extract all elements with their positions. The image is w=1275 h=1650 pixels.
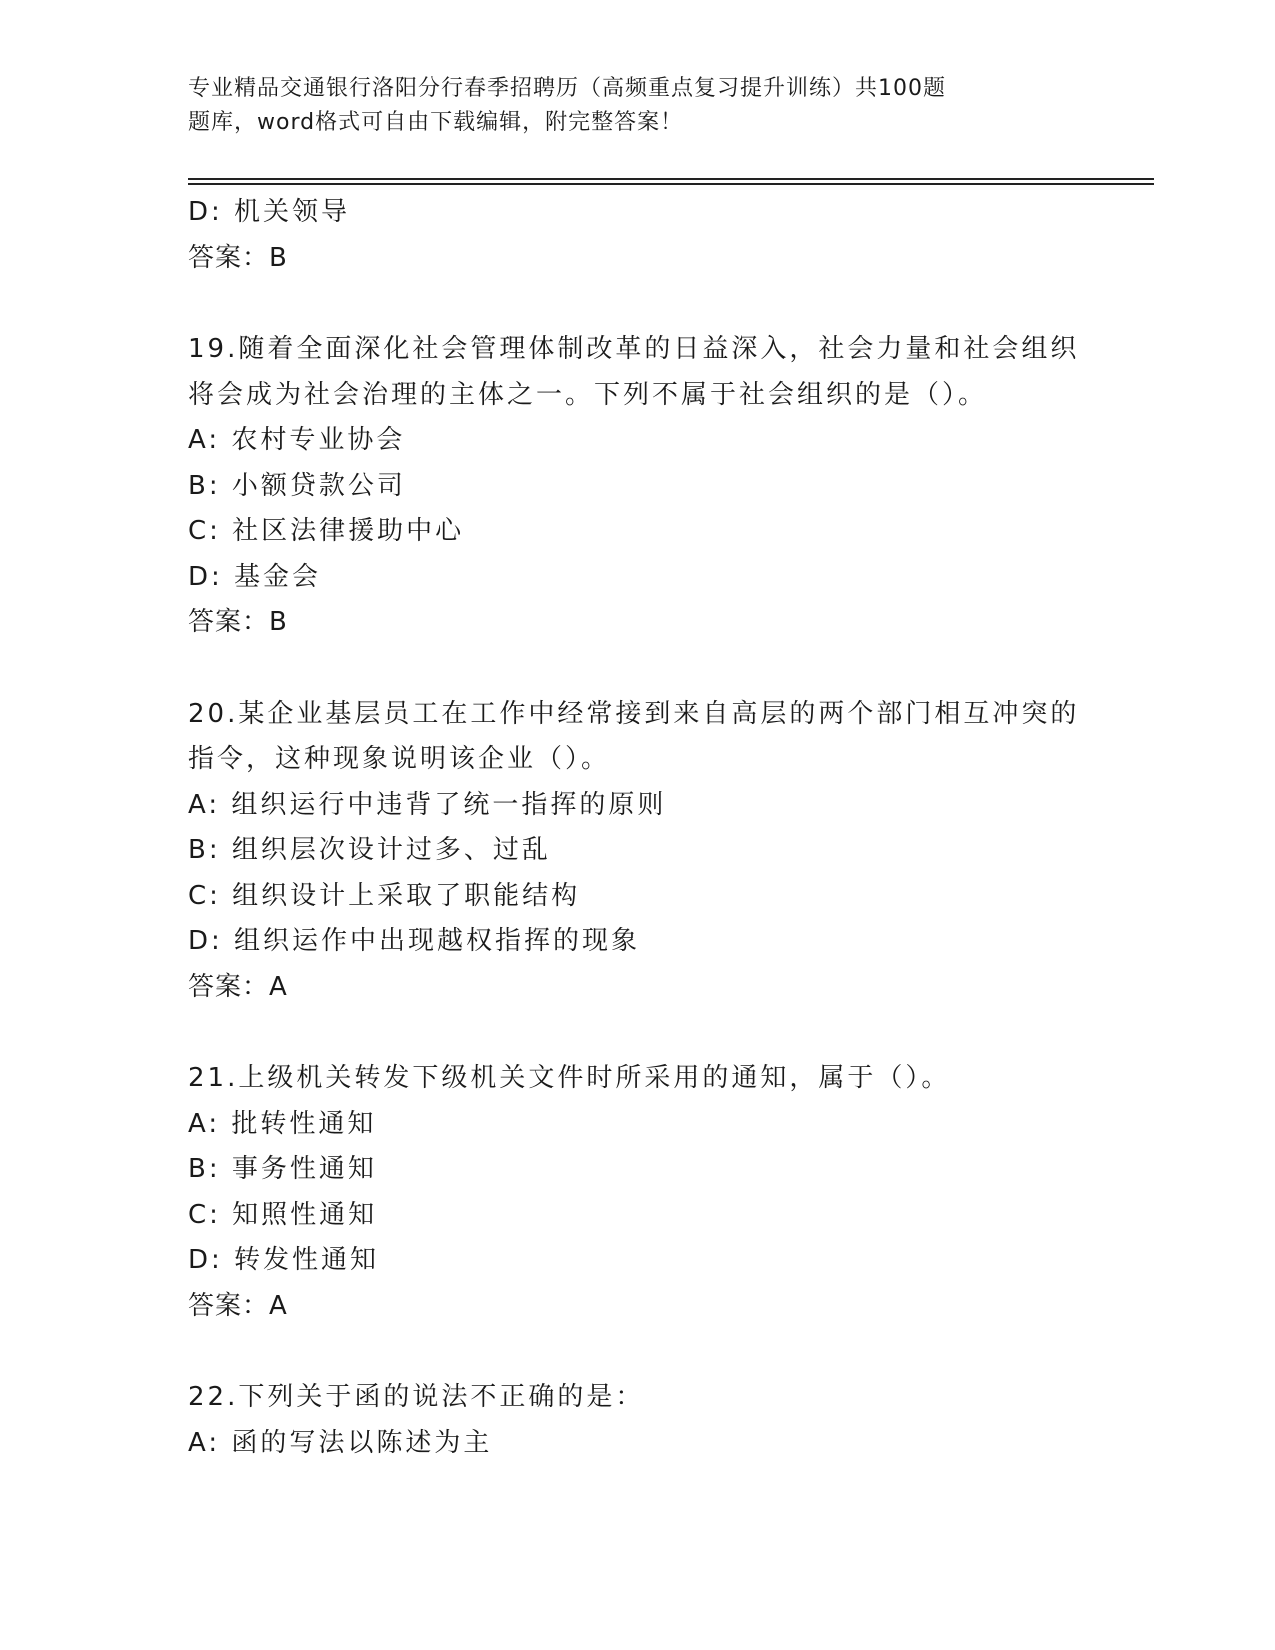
question-stem: 22.下列关于函的说法不正确的是： (188, 1382, 645, 1412)
option-b: B: 组织层次设计过多、过乱 (188, 835, 551, 865)
question-22 (188, 1375, 1088, 1466)
option-d: D: 机关领导 (188, 197, 351, 227)
question-stem: 指令，这种现象说明该企业（）。 (188, 744, 611, 774)
question-list (188, 190, 1088, 1466)
spacer (188, 1329, 1088, 1375)
option-a: A: 组织运行中违背了统一指挥的原则 (188, 789, 667, 820)
option-b: B: 事务性通知 (188, 1154, 377, 1184)
option-c: C: 组织设计上采取了职能结构 (188, 880, 581, 911)
spacer (188, 1010, 1088, 1056)
option-d: D: 基金会 (188, 561, 322, 592)
option-a: A: 函的写法以陈述为主 (188, 1427, 493, 1458)
question-stem: 20.某企业基层员工在工作中经常接到来自高层的两个部门相互冲突的 (188, 698, 1080, 729)
answer: 答案：A (188, 1290, 288, 1321)
question-stem: 21.上级机关转发下级机关文件时所采用的通知，属于（）。 (188, 1063, 951, 1093)
question-20 (188, 692, 1088, 1011)
header-divider-bottom (188, 183, 1154, 185)
option-b: B: 小额贷款公司 (188, 470, 406, 501)
option-c: C: 知照性通知 (188, 1199, 378, 1230)
option-a: A: 批转性通知 (188, 1108, 377, 1139)
answer: 答案：B (188, 242, 288, 273)
header-title-line-2: 题库，word格式可自由下载编辑，附完整答案！ (188, 110, 684, 135)
question-stem: 将会成为社会治理的主体之一。下列不属于社会组织的是（）。 (188, 379, 988, 410)
spacer (188, 646, 1088, 692)
question-21 (188, 1056, 1088, 1329)
question-stem: 19.随着全面深化社会管理体制改革的日益深入，社会力量和社会组织 (188, 334, 1080, 364)
option-c: C: 社区法律援助中心 (188, 516, 465, 546)
option-d: D: 组织运作中出现越权指挥的现象 (188, 926, 641, 956)
question-19 (188, 327, 1088, 646)
option-a: A: 农村专业协会 (188, 425, 406, 455)
header-divider-top (188, 178, 1154, 180)
spacer (188, 281, 1088, 327)
option-d: D: 转发性通知 (188, 1245, 380, 1275)
answer: 答案：B (188, 607, 288, 637)
document-header (188, 72, 1068, 140)
answer: 答案：A (188, 971, 288, 1002)
header-title-line-1: 专业精品交通银行洛阳分行春季招聘历（高频重点复习提升训练）共100题 (188, 76, 946, 101)
